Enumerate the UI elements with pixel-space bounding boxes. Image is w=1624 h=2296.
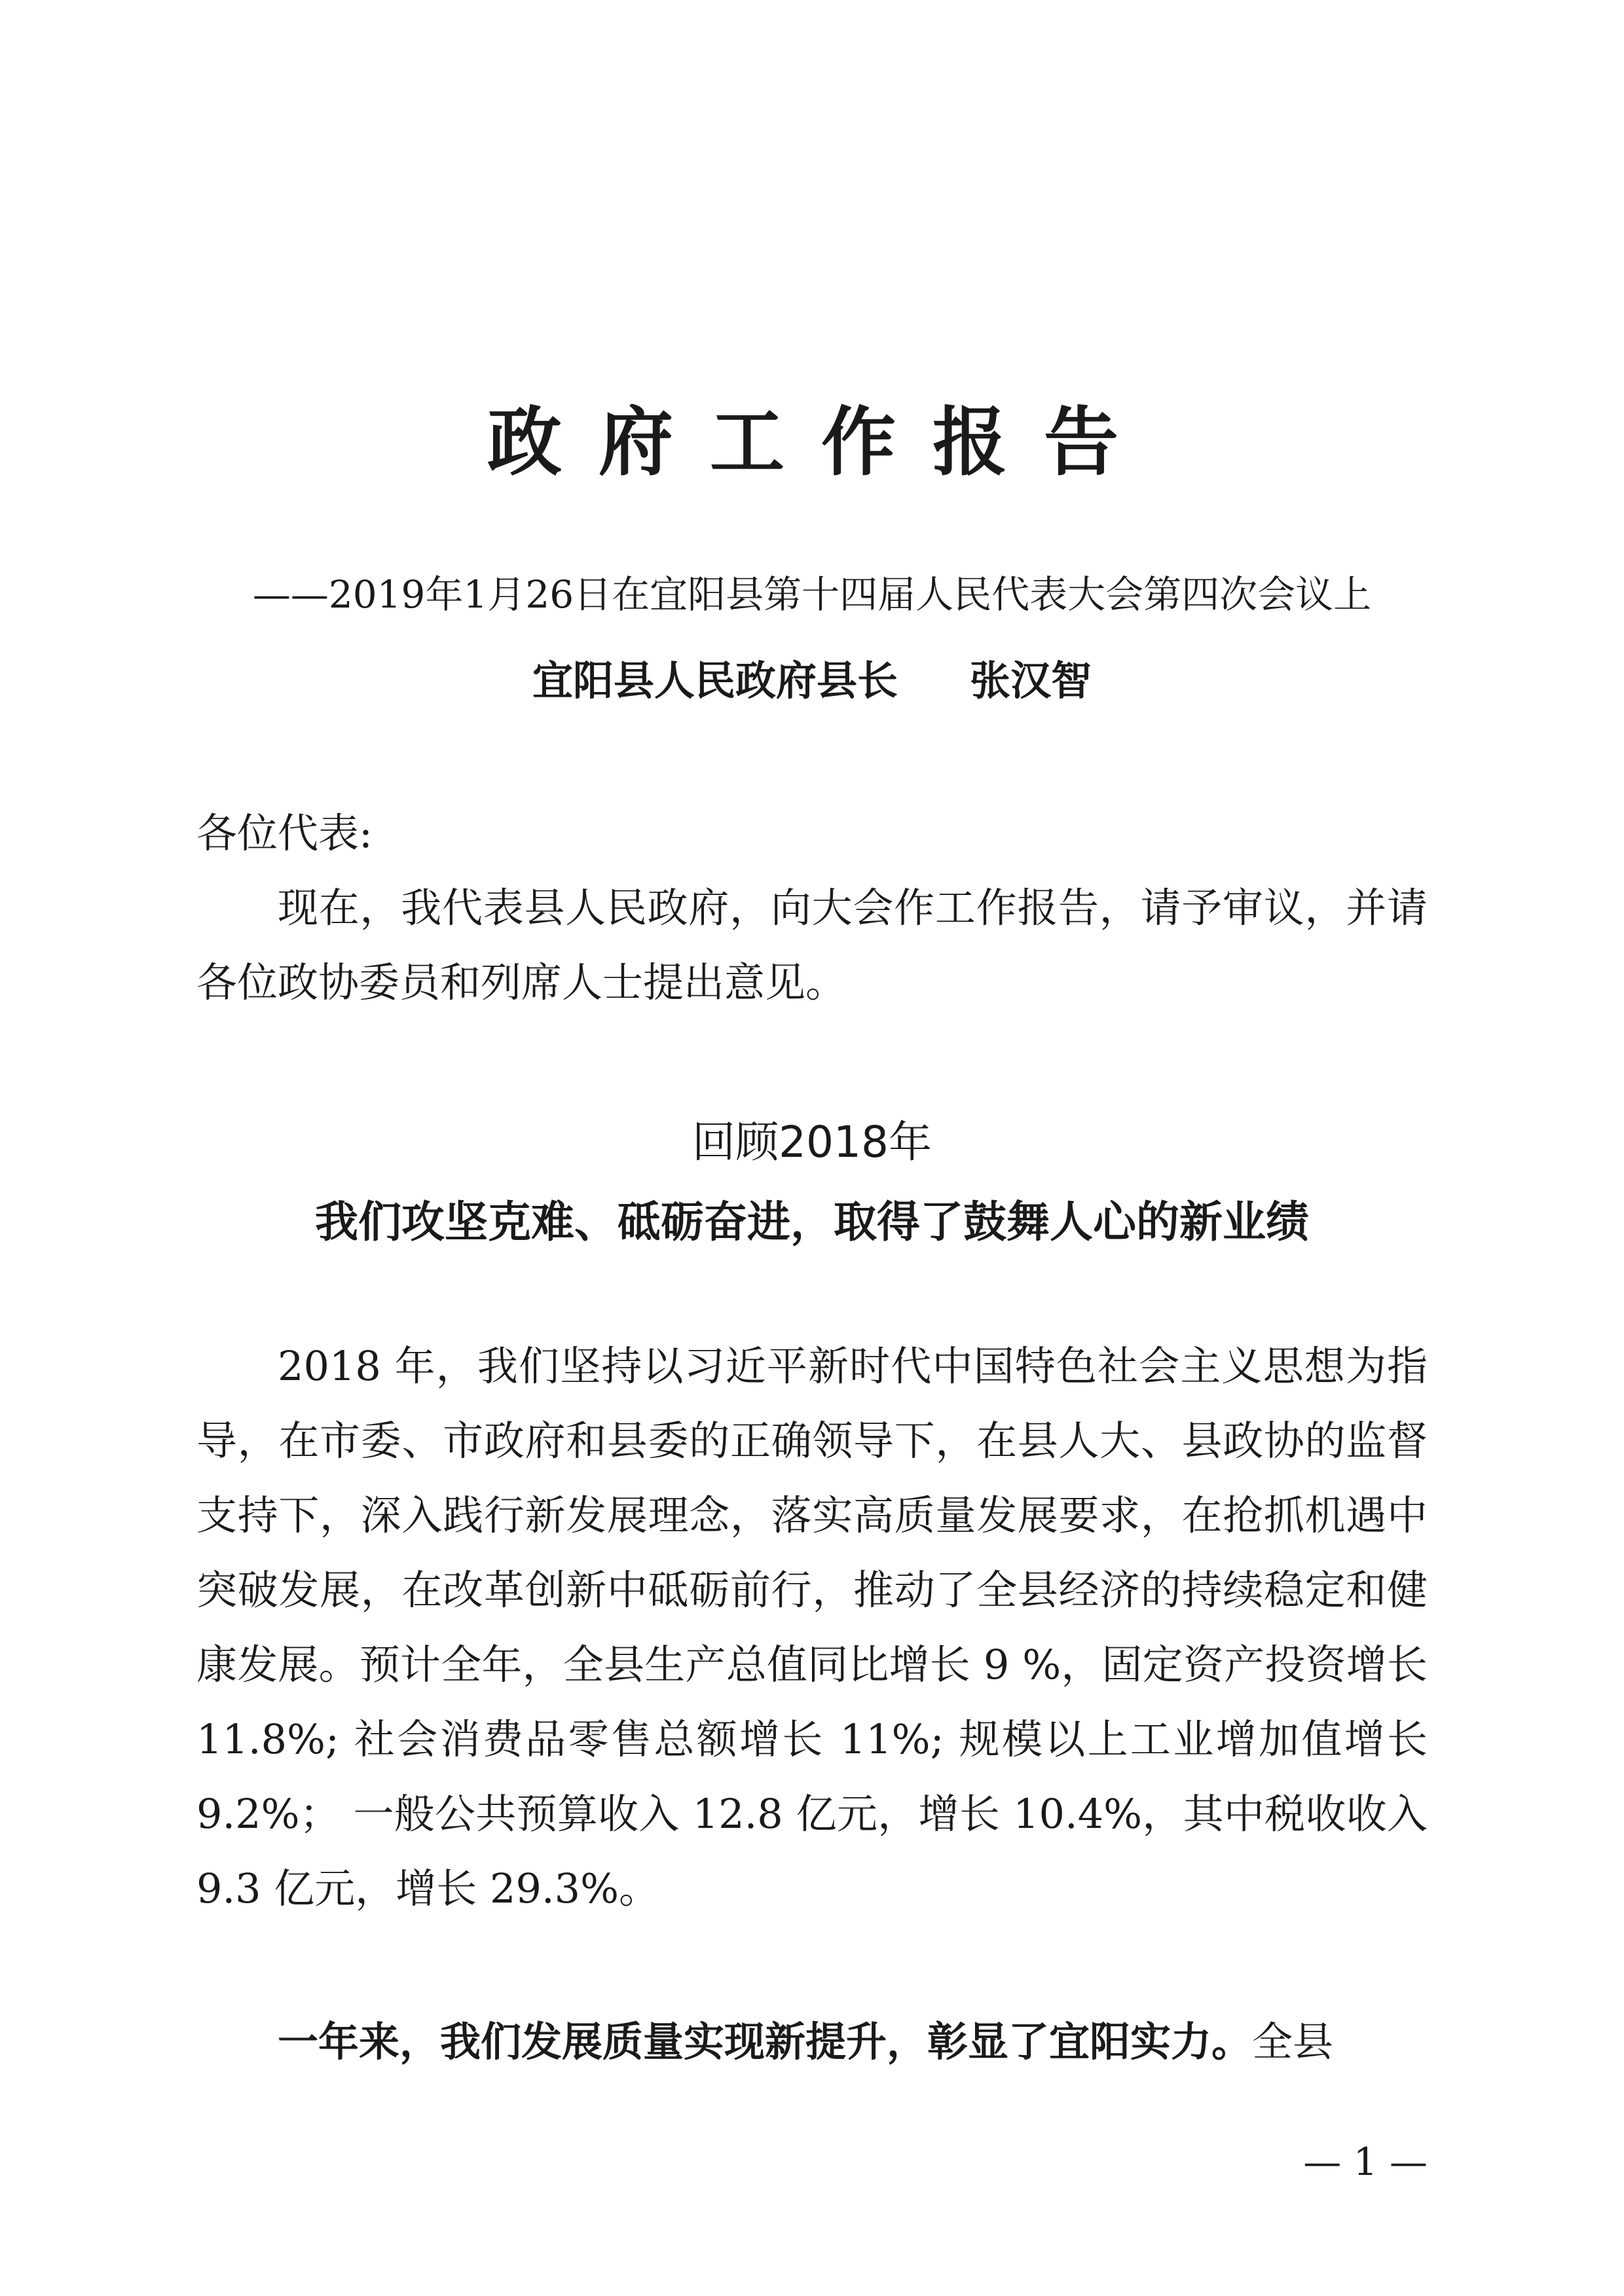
paragraph-2018: 2018 年，我们坚持以习近平新时代中国特色社会主义思想为指导，在市委、市政府和县委的正确领导下，在县人大、县政协的监督支持下，深入践行新发展理念，落实高质量发展要求，在抢抓机遇中突破发展，在改革创新中砥砺前行，推动了全县经济的持续稳定和健康发展。预计全年，全县生产总值同比增长 9 %，固定资产投资增长 11.8%; 社会消费品零售总额增长 11%; 规模以上工业增加值增长 9.2%； 一般公共预算收入 12.8 亿元，增长 10.4%，其中税收收入 9.3 亿元，增长 29.3%。 [196, 1342, 1428, 1912]
section-heading-line1: 回顾2018年 [692, 1117, 932, 1167]
salutation: 各位代表: [196, 809, 373, 857]
author-line [0, 648, 1624, 714]
report-title: 政府工作报告 [487, 398, 1155, 486]
page-number: — 1 — [1303, 2140, 1428, 2184]
paragraph-last-rest: 全县 [1252, 2018, 1334, 2066]
intro-paragraph: 现在，我代表县人民政府，向大会作工作报告，请予审议，并请各位政协委员和列席人士提出意见。 [196, 884, 1428, 1006]
author-name: 张汉智 [970, 657, 1092, 704]
report-subtitle: ——2019年1月26日在宜阳县第十四届人民代表大会第四次会议上 [252, 572, 1372, 617]
author-position: 宜阳县人民政府县长 [532, 657, 898, 704]
paragraph-last-lead: 一年来，我们发展质量实现新提升，彰显了宜阳实力。 [278, 2018, 1253, 2066]
section-heading-line2: 我们攻坚克难、砥砺奋进，取得了鼓舞人心的新业绩 [315, 1197, 1309, 1247]
paragraph-last [196, 2005, 1428, 2079]
